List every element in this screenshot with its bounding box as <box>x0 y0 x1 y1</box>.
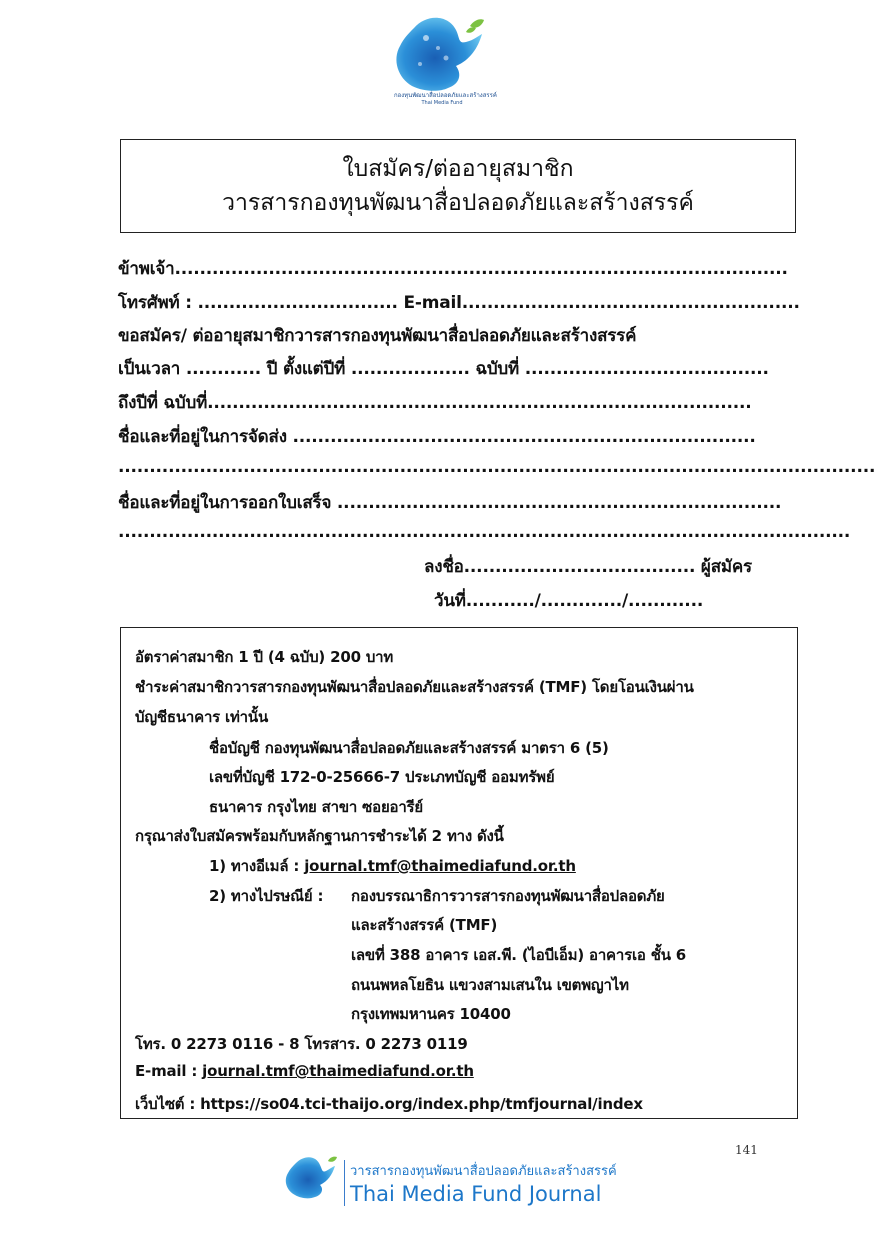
footer-journal-thai: วารสารกองทุนพัฒนาสื่อปลอดภัยและสร้างสรรค์ <box>350 1164 617 1179</box>
date-field: วันที่.........../............./............ <box>434 591 704 611</box>
apply-statement: ขอสมัคร/ ต่ออายุสมาชิกวารสารกองทุนพัฒนาสื่อปลอดภัยและสร้างสรรค์ <box>118 326 637 346</box>
logo-subtext: Thai Media Fund <box>421 100 463 106</box>
email-contact-label: E-mail : <box>135 1062 203 1080</box>
footer-dove-logo-icon <box>280 1153 340 1211</box>
phone-email-field: โทรศัพท์ : ................................ E-mail...................................................... <box>118 293 800 313</box>
signature-field: ลงชื่อ..................................... ผู้สมัคร <box>424 557 752 577</box>
footer-divider <box>344 1160 345 1206</box>
account-name: ชื่อบัญชี กองทุนพัฒนาสื่อปลอดภัยและสร้างสรรค์ มาตรา 6 (5) <box>209 739 609 757</box>
name-field: ข้าพเจ้า.................................................................................................. <box>118 259 788 279</box>
post-address-4: ถนนพหลโยธิน แขวงสามเสนใน เขตพญาไท <box>351 976 629 994</box>
receipt-address-field: ชื่อและที่อยู่ในการออกใบเสร็จ ....................................................................... <box>118 493 782 513</box>
post-address-3: เลขที่ 388 อาคาร เอส.พี. (ไอบีเอ็ม) อาคารเอ ชั้น 6 <box>351 946 687 964</box>
post-address-1: กองบรรณาธิการวารสารกองทุนพัฒนาสื่อปลอดภัย <box>351 887 665 905</box>
delivery-address-continued: ......................................................................................................................... <box>118 457 875 477</box>
phone-fax: โทร. 0 2273 0116 - 8 โทรสาร. 0 2273 0119 <box>135 1035 468 1053</box>
until-field: ถึงปีที่ ฉบับที่....................................................................................... <box>118 393 752 413</box>
email-channel-label: 1) ทางอีเมล์ : <box>209 857 305 875</box>
post-address-5: กรุงเทพมหานคร 10400 <box>351 1005 511 1023</box>
dove-logo-icon <box>386 8 497 116</box>
footer-journal-english: Thai Media Fund Journal <box>350 1182 602 1206</box>
info-box <box>120 627 798 1119</box>
receipt-address-continued: ..................................................................................................................... <box>118 522 851 542</box>
post-channel-label: 2) ทางไปรษณีย์ : <box>209 887 324 905</box>
title-box <box>120 139 796 233</box>
payment-text-1: ชำระค่าสมาชิกวารสารกองทุนพัฒนาสื่อปลอดภัยและสร้างสรรค์ (TMF) โดยโอนเงินผ่าน <box>135 678 694 696</box>
form-subtitle: วารสารกองทุนพัฒนาสื่อปลอดภัยและสร้างสรรค์ <box>222 190 694 216</box>
website-link[interactable]: เว็บไซต์ : https://so04.tci-thaijo.org/index.php/tmfjournal/index <box>135 1095 643 1113</box>
bank-info: ธนาคาร กรุงไทย สาขา ซอยอารีย์ <box>209 798 424 816</box>
account-number: เลขที่บัญชี 172-0-25666-7 ประเภทบัญชี ออมทรัพย์ <box>209 768 555 786</box>
email-link[interactable]: journal.tmf@thaimediafund.or.th <box>304 857 576 875</box>
page-number: 141 <box>735 1143 758 1157</box>
email-channel <box>209 854 576 878</box>
post-address-2: และสร้างสรรค์ (TMF) <box>351 916 498 934</box>
logo-text: กองทุนพัฒนาสื่อปลอดภัยและสร้างสรรค์ <box>394 92 497 99</box>
delivery-address-field: ชื่อและที่อยู่ในการจัดส่ง .......................................................................... <box>118 427 756 447</box>
payment-text-2: บัญชีธนาคาร เท่านั้น <box>135 708 268 726</box>
duration-field: เป็นเวลา ............ ปี ตั้งแต่ปีที่ ................... ฉบับที่ ....................................... <box>118 359 769 379</box>
email-contact-link[interactable]: journal.tmf@thaimediafund.or.th <box>202 1062 474 1080</box>
form-title: ใบสมัคร/ต่ออายุสมาชิก <box>342 156 574 182</box>
rate-text: อัตราค่าสมาชิก 1 ปี (4 ฉบับ) 200 บาท <box>135 648 394 666</box>
send-instructions: กรุณาส่งใบสมัครพร้อมกับหลักฐานการชำระได้ 2 ทาง ดังนี้ <box>135 827 504 845</box>
email-contact <box>135 1062 474 1080</box>
